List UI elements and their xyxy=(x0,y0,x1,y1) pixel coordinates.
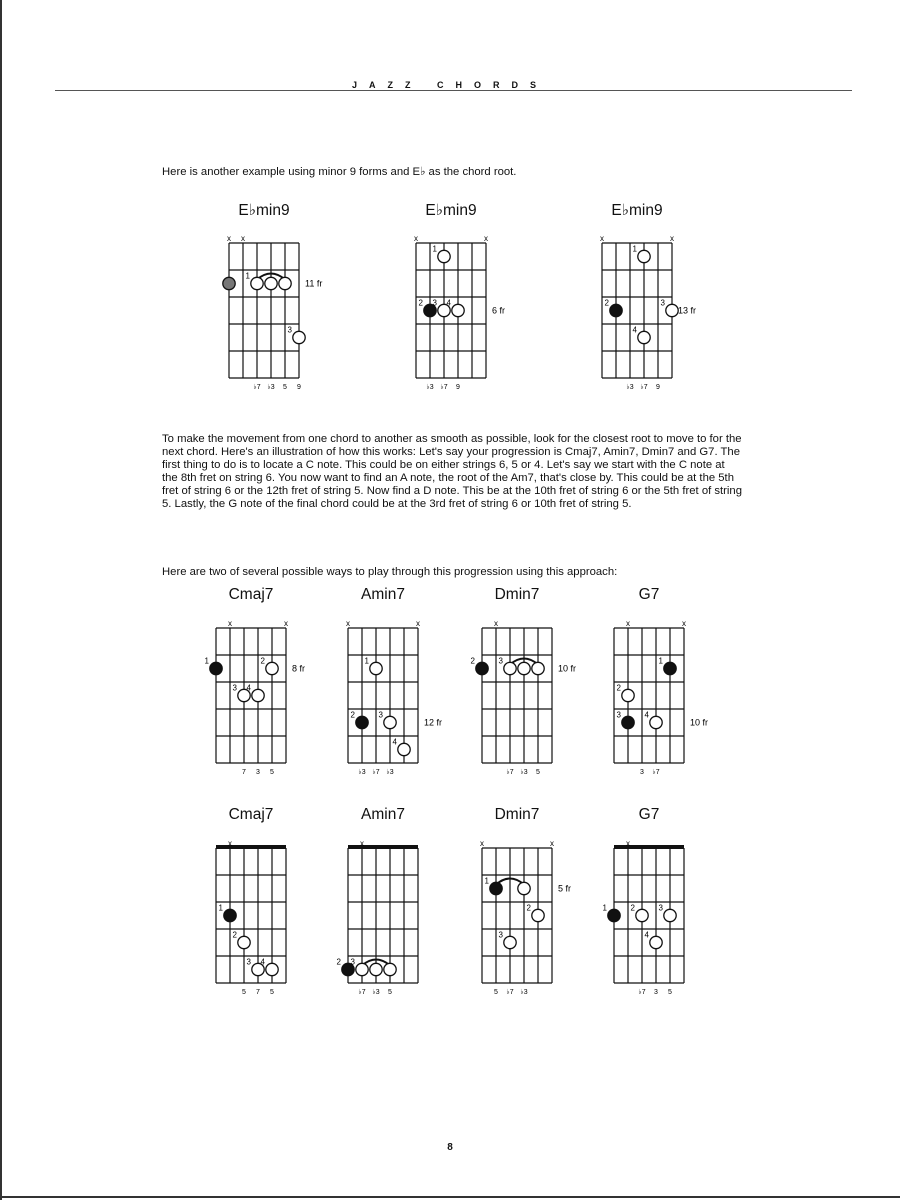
interval-label: ♭3 xyxy=(386,769,394,776)
finger-dot xyxy=(210,662,222,674)
interval-label: 5 xyxy=(668,989,672,996)
finger-number: 4 xyxy=(644,930,649,940)
interval-label: 5 xyxy=(536,769,540,776)
finger-number: 3 xyxy=(660,298,665,308)
chord-grid-svg xyxy=(442,806,592,1011)
header-rule xyxy=(55,90,852,91)
finger-dot xyxy=(610,304,622,316)
finger-dot xyxy=(265,277,277,289)
finger-number: 2 xyxy=(260,656,265,666)
finger-dot xyxy=(266,662,278,674)
finger-dot xyxy=(608,909,620,921)
finger-number: 2 xyxy=(470,656,475,666)
finger-number: 1 xyxy=(602,903,607,913)
finger-number: 3 xyxy=(232,683,237,693)
finger-dot xyxy=(476,662,488,674)
finger-number: 4 xyxy=(632,325,637,335)
finger-dot xyxy=(293,331,305,343)
mute-mark: x xyxy=(480,839,484,848)
fret-position-label: 12 fr xyxy=(424,717,443,728)
chord-name: E♭min9 xyxy=(425,202,477,219)
finger-dot xyxy=(370,963,382,975)
interval-label: ♭7 xyxy=(358,989,366,996)
interval-label: ♭3 xyxy=(267,384,275,391)
interval-label: ♭3 xyxy=(372,989,380,996)
interval-label: ♭7 xyxy=(652,769,660,776)
finger-number: 1 xyxy=(658,656,663,666)
mute-mark: x xyxy=(284,619,288,628)
finger-dot xyxy=(238,936,250,948)
chord-diagram xyxy=(176,586,326,791)
finger-dot xyxy=(664,909,676,921)
finger-number: 1 xyxy=(245,271,250,281)
finger-dot xyxy=(490,882,502,894)
finger-number: 2 xyxy=(604,298,609,308)
finger-dot xyxy=(532,662,544,674)
chord-grid-svg xyxy=(189,201,339,406)
finger-dot xyxy=(518,882,530,894)
chord-diagram xyxy=(442,806,592,1011)
finger-number: 2 xyxy=(418,298,423,308)
finger-dot xyxy=(650,936,662,948)
finger-number: 2 xyxy=(630,903,635,913)
mute-mark: x xyxy=(600,234,604,243)
mute-mark: x xyxy=(416,619,420,628)
mute-mark: x xyxy=(414,234,418,243)
finger-dot xyxy=(518,662,530,674)
page-bottom-border xyxy=(0,1196,900,1198)
mute-mark: x xyxy=(241,234,245,243)
interval-label: ♭7 xyxy=(372,769,380,776)
finger-dot xyxy=(638,331,650,343)
chord-name: G7 xyxy=(638,806,660,823)
finger-number: 3 xyxy=(658,903,663,913)
chord-name: G7 xyxy=(638,586,660,603)
fret-position-label: 13 fr xyxy=(678,305,697,316)
chord-diagram xyxy=(574,586,724,791)
chord-grid-svg xyxy=(442,586,592,791)
mute-mark: x xyxy=(682,619,686,628)
finger-number: 3 xyxy=(498,656,503,666)
interval-label: ♭3 xyxy=(520,989,528,996)
chord-name: E♭min9 xyxy=(238,202,290,219)
intro-paragraph: Here is another example using minor 9 forms and E♭ as the chord root. xyxy=(162,166,517,178)
mute-mark: x xyxy=(670,234,674,243)
chord-diagram xyxy=(442,586,592,791)
interval-label: 7 xyxy=(256,989,260,996)
mute-mark: x xyxy=(494,619,498,628)
interval-label: ♭3 xyxy=(358,769,366,776)
finger-number: 1 xyxy=(632,244,637,254)
finger-number: 2 xyxy=(350,710,355,720)
interval-label: 5 xyxy=(494,989,498,996)
chord-diagram xyxy=(308,806,458,1011)
fret-position-label: 6 fr xyxy=(492,305,506,316)
finger-number: 3 xyxy=(616,710,621,720)
finger-dot xyxy=(279,277,291,289)
interval-label: ♭3 xyxy=(520,769,528,776)
finger-number: 4 xyxy=(260,957,265,967)
chord-diagram xyxy=(308,586,458,791)
interval-label: ♭7 xyxy=(440,384,448,391)
mute-mark: x xyxy=(228,839,232,848)
interval-label: 5 xyxy=(270,769,274,776)
finger-dot xyxy=(504,936,516,948)
fret-position-label: 11 fr xyxy=(305,278,323,289)
interval-label: 5 xyxy=(242,989,246,996)
chord-grid-svg xyxy=(308,586,458,791)
chord-grid-svg xyxy=(574,586,724,791)
chord-name: Amin7 xyxy=(361,806,405,823)
interval-label: ♭7 xyxy=(253,384,261,391)
lead-in-paragraph: Here are two of several possible ways to play through this progression using this approach: xyxy=(162,566,618,578)
fret-position-label: 8 fr xyxy=(292,663,306,674)
finger-dot xyxy=(650,716,662,728)
mute-mark: x xyxy=(550,839,554,848)
interval-label: 7 xyxy=(242,769,246,776)
interval-label: ♭7 xyxy=(506,989,514,996)
fret-position-label: 5 fr xyxy=(558,883,572,894)
page-number: 8 xyxy=(447,1142,453,1153)
finger-dot xyxy=(638,250,650,262)
chord-grid-svg xyxy=(176,586,326,791)
interval-label: ♭3 xyxy=(626,384,634,391)
interval-label: 3 xyxy=(640,769,644,776)
finger-dot xyxy=(251,277,263,289)
mute-mark: x xyxy=(228,619,232,628)
finger-dot xyxy=(664,662,676,674)
finger-dot xyxy=(666,304,678,316)
finger-dot xyxy=(636,909,648,921)
finger-number: 3 xyxy=(350,957,355,967)
finger-dot xyxy=(266,963,278,975)
finger-dot xyxy=(532,909,544,921)
mute-mark: x xyxy=(484,234,488,243)
running-header-text: JAZZ CHORDS xyxy=(346,80,554,90)
interval-label: 5 xyxy=(283,384,287,391)
chord-diagram xyxy=(574,806,724,1011)
interval-label: 3 xyxy=(654,989,658,996)
chord-name: Cmaj7 xyxy=(228,586,274,603)
finger-dot xyxy=(356,716,368,728)
interval-label: 3 xyxy=(256,769,260,776)
finger-dot xyxy=(504,662,516,674)
finger-dot xyxy=(622,716,634,728)
finger-dot xyxy=(223,277,235,289)
interval-label: 9 xyxy=(297,384,301,391)
finger-number: 1 xyxy=(204,656,209,666)
chord-grid-svg xyxy=(308,806,458,1011)
finger-number: 2 xyxy=(616,683,621,693)
finger-dot xyxy=(384,716,396,728)
mute-mark: x xyxy=(346,619,350,628)
chord-grid-svg xyxy=(176,806,326,1011)
finger-number: 1 xyxy=(364,656,369,666)
chord-name: E♭min9 xyxy=(611,202,663,219)
finger-number: 2 xyxy=(336,957,341,967)
chord-grid-svg xyxy=(562,201,712,406)
interval-label: 5 xyxy=(388,989,392,996)
finger-number: 3 xyxy=(498,930,503,940)
finger-number: 1 xyxy=(218,903,223,913)
chord-diagram xyxy=(189,201,339,406)
finger-number: 3 xyxy=(432,298,437,308)
interval-label: 9 xyxy=(456,384,460,391)
chord-name: Dmin7 xyxy=(494,586,540,603)
finger-number: 2 xyxy=(232,930,237,940)
finger-number: 2 xyxy=(526,903,531,913)
finger-dot xyxy=(438,250,450,262)
chord-name: Cmaj7 xyxy=(228,806,274,823)
chord-name: Amin7 xyxy=(361,586,405,603)
finger-dot xyxy=(252,689,264,701)
mute-mark: x xyxy=(626,839,630,848)
finger-dot xyxy=(370,662,382,674)
finger-number: 4 xyxy=(246,683,251,693)
finger-number: 1 xyxy=(484,876,489,886)
interval-label: 9 xyxy=(656,384,660,391)
body-paragraph: To make the movement from one chord to another as smooth as possible, look for the closest root to move to for the next chord. Here's an illustration of how this works: Let's say your progression is Cmaj7, Amin7, Dmin7 and G7. The first thing to do is to locate a C note. This could be on either strings 6, 5 or 4. Let's say we start with the C note at the 8th fret on string 6. You now want to find an A note, the root of the Am7, that's close by. This could be at the 5th fret of string 6 or the 12th fret of string 5. Now find a D note. This be at the 10th fret of string 6 or the 5th fret of string 5. Lastly, the G note of the final chord could be at the 3rd fret of string 6 or 10th fret of string 5. xyxy=(162,433,743,510)
finger-number: 4 xyxy=(392,737,397,747)
finger-dot xyxy=(224,909,236,921)
finger-number: 3 xyxy=(246,957,251,967)
chord-diagram xyxy=(176,806,326,1011)
fret-position-label: 10 fr xyxy=(690,717,709,728)
interval-label: ♭7 xyxy=(638,989,646,996)
finger-dot xyxy=(452,304,464,316)
chord-name: Dmin7 xyxy=(494,806,540,823)
interval-label: ♭7 xyxy=(640,384,648,391)
mute-mark: x xyxy=(360,839,364,848)
finger-dot xyxy=(398,743,410,755)
chord-diagram xyxy=(562,201,712,406)
running-header xyxy=(0,80,900,90)
mute-mark: x xyxy=(626,619,630,628)
finger-dot xyxy=(356,963,368,975)
interval-label: 5 xyxy=(270,989,274,996)
chord-grid-svg xyxy=(574,806,724,1011)
finger-number: 1 xyxy=(432,244,437,254)
interval-label: ♭3 xyxy=(426,384,434,391)
chord-diagram xyxy=(376,201,526,406)
finger-dot xyxy=(622,689,634,701)
chord-grid-svg xyxy=(376,201,526,406)
mute-mark: x xyxy=(227,234,231,243)
fret-position-label: 10 fr xyxy=(558,663,577,674)
finger-number: 4 xyxy=(446,298,451,308)
interval-label: ♭7 xyxy=(506,769,514,776)
finger-number: 3 xyxy=(378,710,383,720)
finger-dot xyxy=(384,963,396,975)
page-left-border xyxy=(0,0,2,1200)
finger-number: 3 xyxy=(287,325,292,335)
finger-number: 4 xyxy=(644,710,649,720)
